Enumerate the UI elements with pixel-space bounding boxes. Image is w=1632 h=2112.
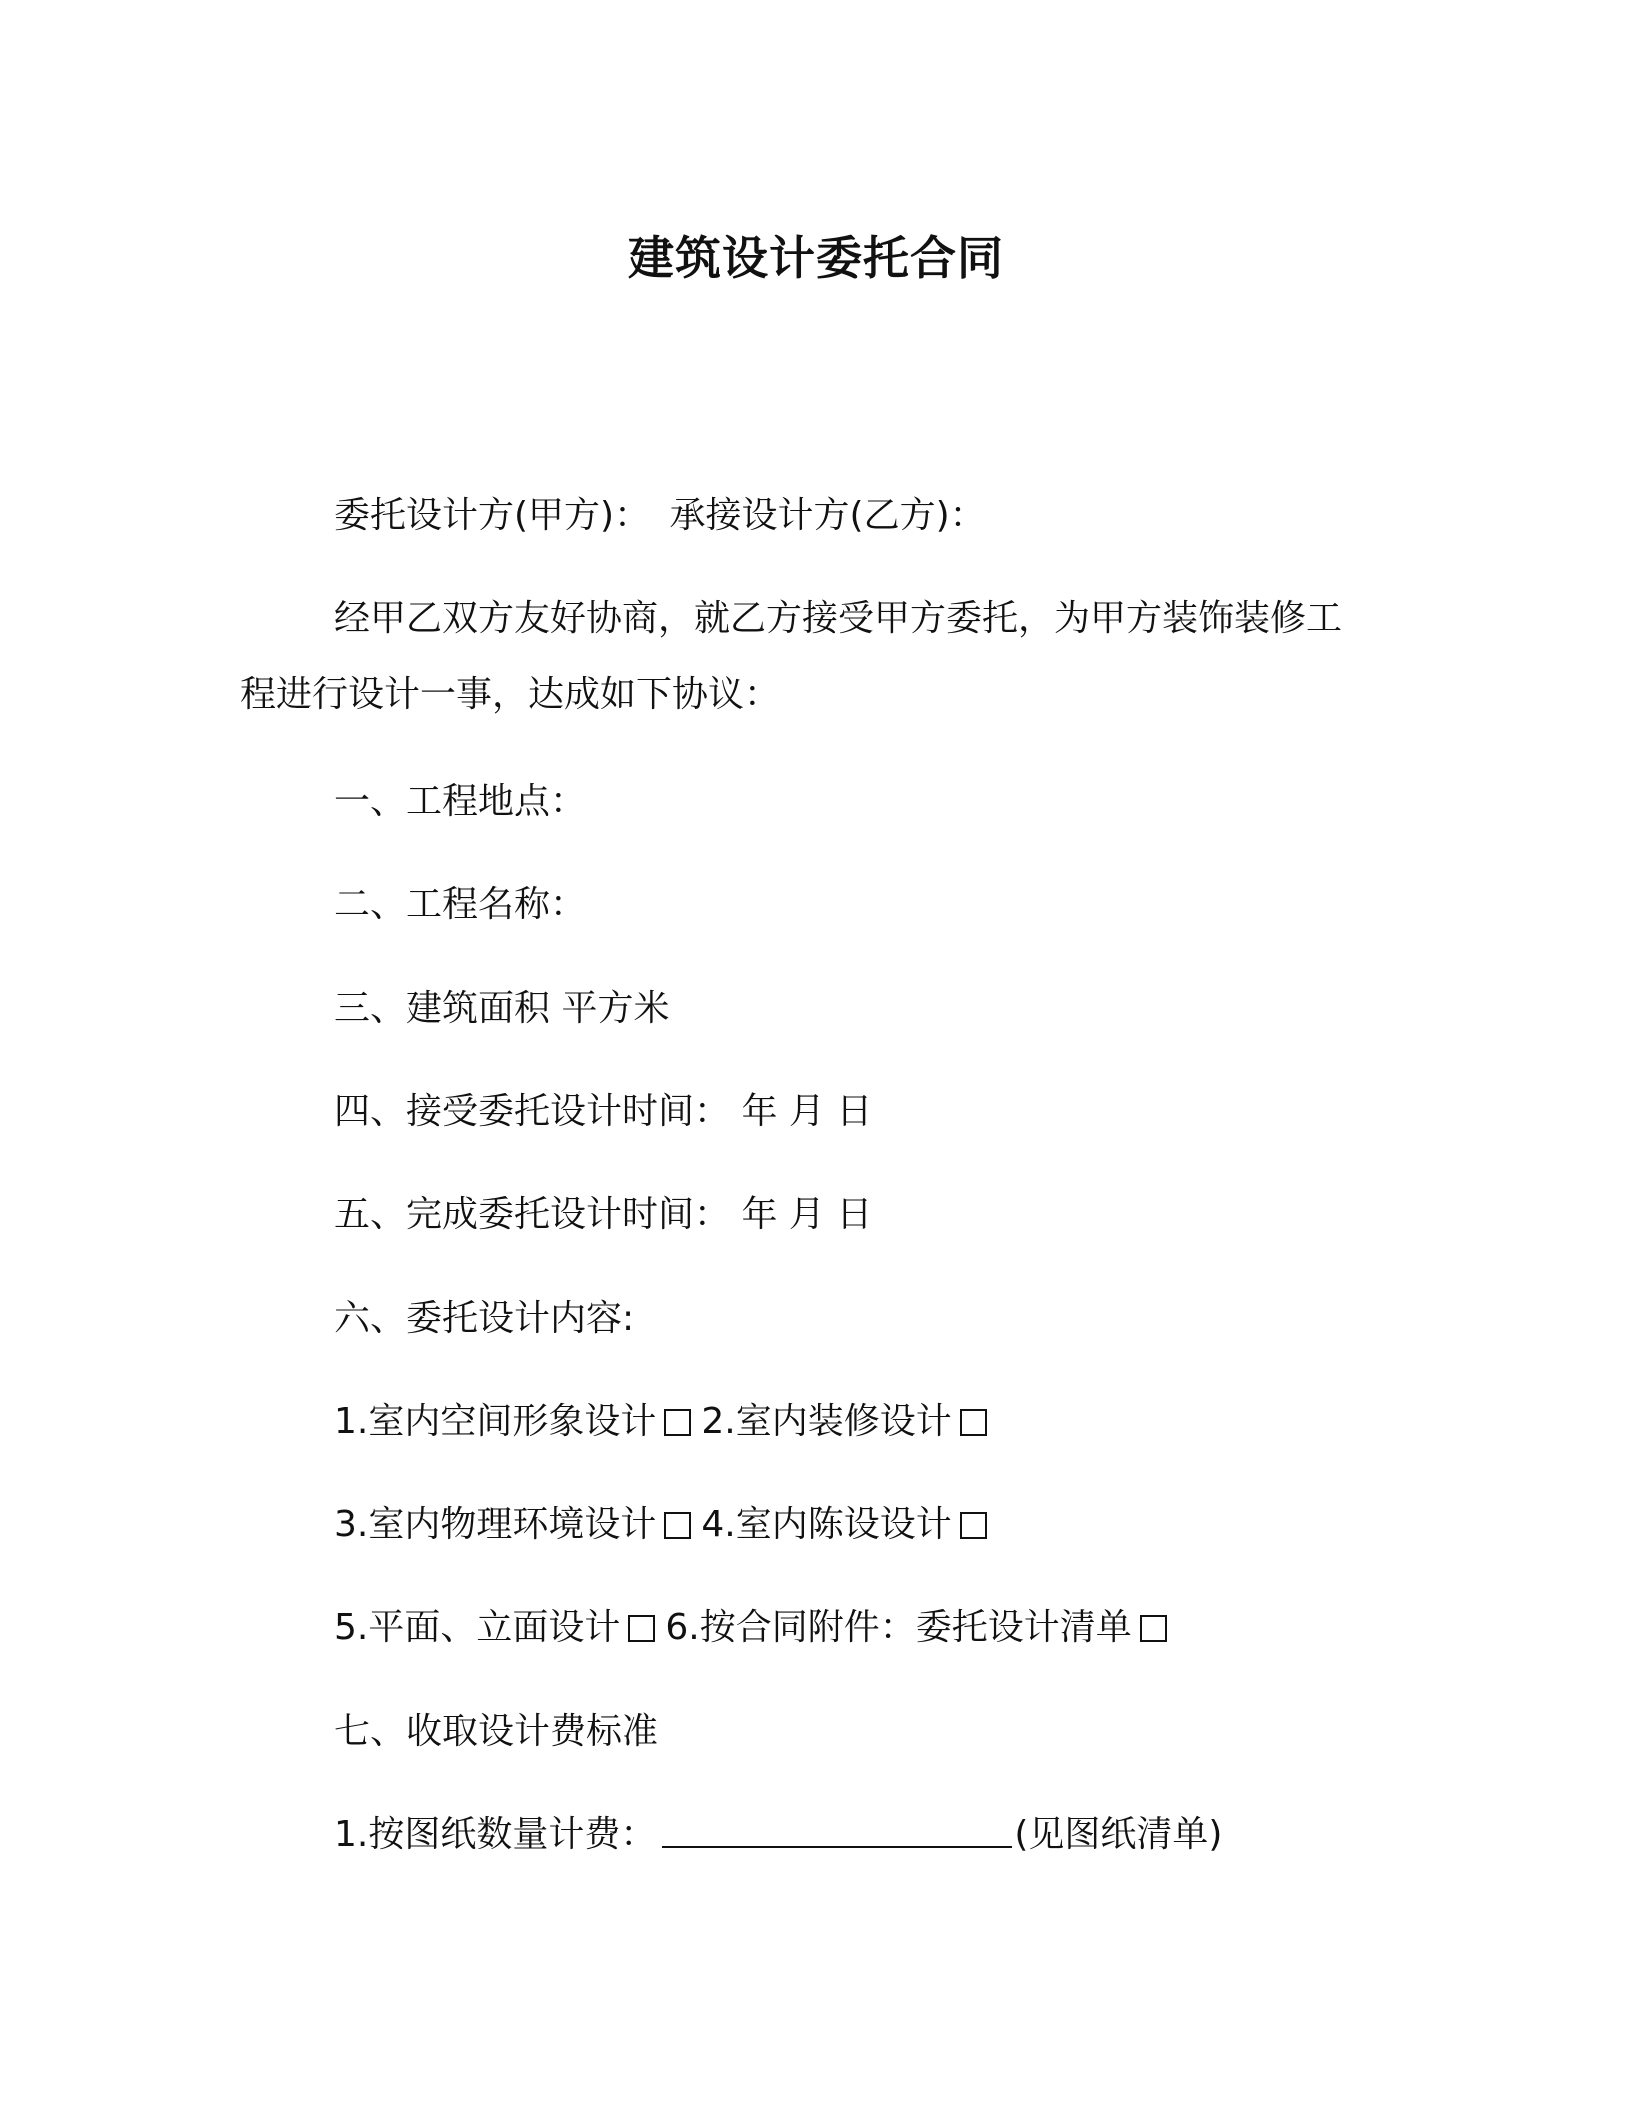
party-b-label: 承接设计方(乙方)： bbox=[669, 495, 986, 536]
section-building-area: 三、建筑面积 平方米 bbox=[334, 988, 670, 1029]
fee-item-label: 1.按图纸数量计费： bbox=[334, 1814, 657, 1855]
design-item-label: 1.室内空间形象设计 bbox=[334, 1401, 657, 1442]
section-project-location: 一、工程地点： bbox=[334, 781, 587, 822]
design-item-checkbox[interactable] bbox=[664, 1512, 691, 1539]
intro-line-1: 经甲乙双方友好协商，就乙方接受甲方委托，为甲方装饰装修工 bbox=[334, 598, 1343, 639]
design-item-checkbox[interactable] bbox=[664, 1409, 691, 1436]
section-design-content: 六、委托设计内容: bbox=[334, 1298, 635, 1339]
document-title: 建筑设计委托合同 bbox=[628, 231, 1004, 285]
design-items-row-3 bbox=[334, 1606, 1177, 1649]
fee-blank-field[interactable] bbox=[662, 1816, 1012, 1848]
party-a-label: 委托设计方(甲方)： bbox=[334, 495, 651, 536]
design-item-checkbox[interactable] bbox=[960, 1512, 987, 1539]
design-item-label: 2.室内装修设计 bbox=[701, 1401, 952, 1442]
parties-line bbox=[334, 494, 986, 537]
design-item-checkbox[interactable] bbox=[960, 1409, 987, 1436]
design-item-label: 6.按合同附件：委托设计清单 bbox=[665, 1607, 1132, 1648]
section-accept-time: 四、接受委托设计时间： 年 月 日 bbox=[334, 1091, 873, 1132]
design-item-label: 5.平面、立面设计 bbox=[334, 1607, 621, 1648]
fee-item-note: (见图纸清单) bbox=[1014, 1814, 1223, 1855]
design-items-row-1 bbox=[334, 1400, 997, 1443]
design-item-checkbox[interactable] bbox=[628, 1615, 655, 1642]
section-fee-standard: 七、收取设计费标准 bbox=[334, 1711, 659, 1752]
fee-item-1 bbox=[334, 1813, 1222, 1856]
section-complete-time: 五、完成委托设计时间： 年 月 日 bbox=[334, 1194, 873, 1235]
section-project-name: 二、工程名称： bbox=[334, 884, 587, 925]
design-item-label: 4.室内陈设设计 bbox=[701, 1504, 952, 1545]
intro-line-2: 程进行设计一事，达成如下协议： bbox=[240, 674, 781, 715]
design-item-checkbox[interactable] bbox=[1140, 1615, 1167, 1642]
design-items-row-2 bbox=[334, 1503, 997, 1546]
design-item-label: 3.室内物理环境设计 bbox=[334, 1504, 657, 1545]
